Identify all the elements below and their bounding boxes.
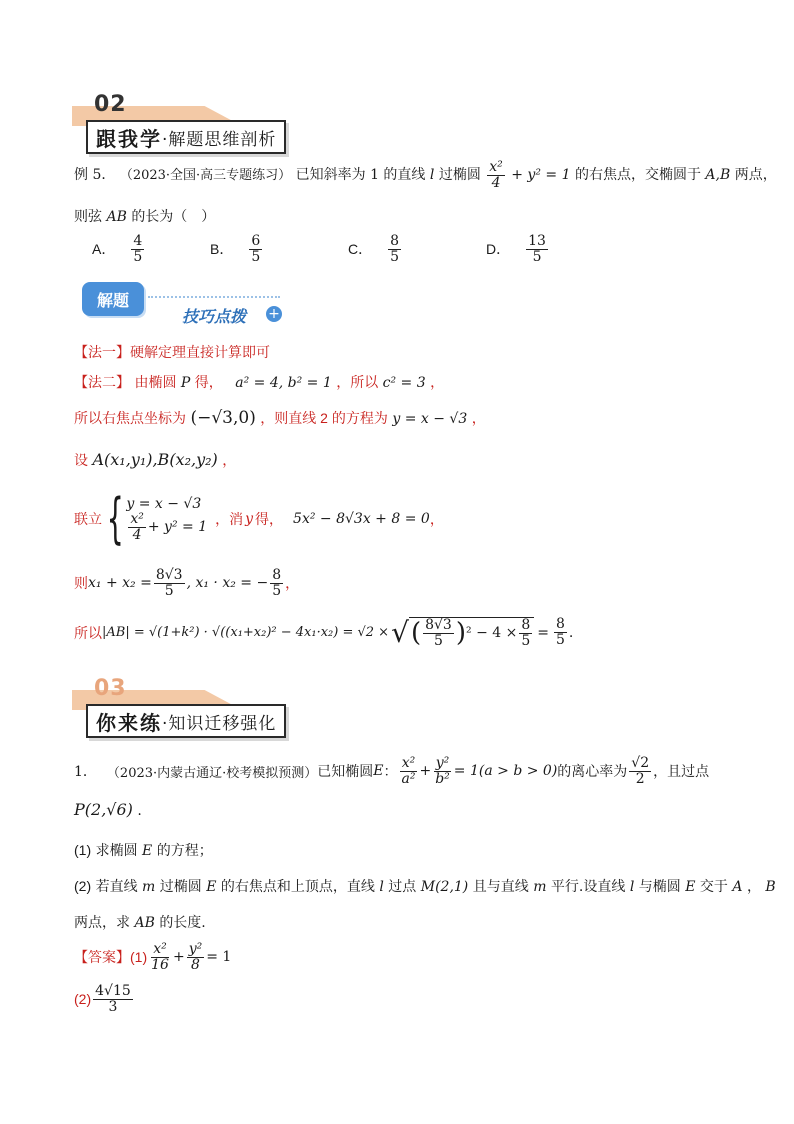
practice-source: （2023·内蒙古通辽·校考模拟预测） (106, 765, 318, 781)
q1-text: 的方程； (156, 843, 213, 859)
practice-text: ： (383, 764, 398, 781)
option-fraction (526, 234, 548, 264)
section-02-banner (72, 92, 312, 154)
answer-y-fraction (187, 942, 205, 972)
q2-text: 的右焦点和上顶点，直线 (220, 879, 375, 895)
set-points-line (74, 450, 236, 470)
option-num: 13 (528, 233, 546, 249)
vieta-line (74, 568, 299, 598)
focus-text: 所以右焦点坐标为 (74, 410, 186, 426)
vieta-label: 则 (74, 575, 88, 592)
elim-text: 得， (255, 511, 284, 527)
section-title-bold: 跟我学 (96, 126, 162, 151)
var-e: E (206, 879, 217, 895)
point-p: P(2,√6) (74, 800, 133, 819)
var-l: l (379, 879, 384, 895)
length-tail: . (568, 624, 574, 641)
option-fraction (249, 234, 262, 264)
ellipse-y-fraction (433, 756, 452, 786)
frac-num: x² (401, 755, 416, 771)
set-points: A(x₁,y₁),B(x₂,y₂) (92, 450, 218, 469)
example-text: 过椭圆 (438, 167, 481, 184)
option-a[interactable] (92, 234, 146, 264)
method2-text: 由椭圆 (134, 374, 177, 390)
focus-line (74, 408, 486, 428)
option-den: 5 (532, 248, 542, 265)
q2-text: 交于 (699, 879, 728, 895)
ellipse-den: 4 (491, 174, 501, 191)
length-inner-fraction (423, 618, 454, 648)
q2-text: 过椭圆 (159, 879, 202, 895)
option-fraction (388, 234, 401, 264)
sqrt-radical-icon: √ (391, 616, 409, 649)
option-num: 8 (390, 233, 400, 249)
length-radicand (409, 617, 534, 648)
paren-close: ) (455, 618, 466, 648)
answer-tag: 【答案】 (74, 949, 130, 966)
question-1 (74, 840, 213, 860)
var-l: l (629, 879, 635, 895)
tips-text: 技巧点拨 (182, 307, 247, 326)
section-title-bold: 你来练 (96, 710, 162, 735)
frac-den: 5 (434, 632, 443, 649)
practice-text: ，且过点 (653, 764, 710, 781)
var-p: P (180, 375, 191, 391)
practice-text: 的离心率为 (557, 764, 628, 781)
tips-dotted-line (148, 296, 280, 298)
length-formula: |AB| = √(1+k²) · √((x₁+x₂)² − 4x₁·x₂) = √2 × (102, 625, 390, 640)
example-text: 的长为（ ） (131, 209, 216, 225)
length-result-fraction (554, 617, 567, 647)
method2-tag: 【法二】 (74, 374, 130, 390)
ellipse-fraction (487, 160, 505, 190)
var-l: l (429, 167, 435, 184)
focus-text: ， (471, 410, 486, 426)
frac-den: a² (401, 770, 416, 787)
focus-text: ，则直线 2 的方程为 (260, 410, 388, 426)
section-title-rest: ·解题思维剖析 (162, 129, 277, 150)
system-eq1: y = x − √3 (126, 495, 202, 512)
option-d[interactable] (486, 234, 550, 264)
q2-text: 与椭圆 (638, 879, 681, 895)
frac-den: 3 (108, 998, 118, 1015)
vieta-sum-fraction (154, 568, 185, 598)
frac-num: y² (435, 755, 450, 771)
segment-ab: AB (134, 915, 155, 931)
q1-text: 求椭圆 (95, 843, 138, 859)
option-den: 5 (251, 248, 261, 265)
option-label: C． (348, 241, 373, 258)
option-c[interactable] (348, 234, 403, 264)
answer-2-fraction (93, 984, 133, 1014)
system-eq2-fraction (128, 512, 146, 542)
option-den: 5 (390, 248, 400, 265)
option-num: 6 (251, 233, 261, 249)
question-2-line2 (74, 912, 206, 932)
point-m: M(2,1) (420, 879, 469, 895)
option-fraction (131, 234, 144, 264)
option-label: A． (92, 241, 116, 258)
frac-den: 5 (556, 632, 565, 648)
q1-label: (1) (74, 842, 92, 858)
vieta-tail: ， (285, 575, 300, 592)
length-label: 所以 (74, 624, 102, 641)
section-title-rest: ·知识迁移强化 (162, 713, 277, 734)
system-line (74, 487, 444, 550)
length-line (74, 616, 573, 649)
ellipse-tail: + y² = 1 (511, 167, 571, 184)
frac-num: y² (188, 941, 203, 957)
practice-text: . (137, 803, 142, 819)
example-text: 的右焦点，交椭圆于 (574, 167, 701, 184)
elim-text: ， (429, 511, 444, 527)
q2-text: 且与直线 (472, 879, 529, 895)
section-number: 02 (94, 92, 127, 117)
section-title-box (86, 704, 286, 738)
method1: 【法一】硬解定理直接计算即可 (74, 344, 270, 360)
option-label: D． (486, 241, 511, 258)
length-equals: = (537, 624, 549, 641)
method2-text: ， (430, 374, 445, 390)
tips-banner (82, 282, 302, 328)
q2-text: 两点，求 (74, 915, 130, 931)
brace-icon: { (106, 487, 124, 550)
section-title-box (86, 120, 286, 154)
ellipse-condition: = 1(a > b > 0) (453, 763, 558, 780)
line-equation: y = x − √3 (392, 411, 468, 427)
var-e: E (685, 879, 696, 895)
q2-label: (2) (74, 878, 92, 894)
system-eq2-tail: + y² = 1 (147, 519, 208, 535)
answer-1 (74, 942, 231, 972)
vieta-prod-fraction (270, 568, 283, 598)
elim-text: ，消 (215, 511, 244, 527)
frac-num: x² (153, 941, 167, 957)
frac-den: 5 (521, 632, 531, 649)
q2-text: 平行.设直线 (550, 879, 626, 895)
answer-1-label: (1) (130, 949, 148, 966)
system-equations (126, 496, 207, 542)
ab-values: a² = 4, b² = 1 (235, 375, 332, 391)
answer-2-label: (2) (74, 991, 92, 1008)
var-e: E (373, 763, 384, 780)
plus-sign: + (419, 763, 432, 780)
chord-ab: AB (106, 209, 127, 225)
example-text: 则弦 (74, 209, 102, 225)
example-source: （2023·全国·高三专题练习） (119, 168, 292, 184)
answer-2 (74, 984, 135, 1014)
answer-x-fraction (149, 942, 171, 972)
var-b: B (765, 879, 776, 895)
system-label: 联立 (74, 511, 102, 527)
practice-text: 已知椭圆 (317, 764, 374, 781)
example-text: 两点， (734, 167, 777, 184)
set-text: ， (222, 452, 237, 468)
tips-badge: 解题 (82, 282, 144, 316)
method2 (74, 372, 444, 392)
var-m: m (142, 879, 156, 895)
method2-text: ，所以 (336, 374, 379, 390)
option-den: 5 (133, 248, 143, 265)
example-stem-line2 (74, 206, 215, 226)
var-e: E (142, 843, 153, 859)
var-m: m (533, 879, 547, 895)
ellipse-num: x² (489, 159, 503, 175)
vieta-sum: x₁ + x₂ = (88, 575, 152, 592)
section-03-banner (72, 676, 312, 738)
frac-num: 8√3 (425, 616, 452, 633)
paren-open: ( (410, 618, 422, 648)
frac-num: 4√15 (95, 983, 131, 999)
practice-number: 1． (74, 764, 97, 781)
q2-text: 过点 (388, 879, 417, 895)
q2-text: ， (746, 879, 761, 895)
example-stem-line1 (74, 160, 777, 190)
length-mid-fraction (519, 618, 532, 648)
set-text: 设 (74, 452, 88, 468)
frac-den: b² (435, 770, 450, 787)
method2-text: 得， (194, 374, 223, 390)
frac-den: 5 (164, 582, 174, 599)
option-b[interactable] (210, 234, 264, 264)
frac-num: 8 (521, 616, 531, 633)
q2-text: 的长度. (159, 915, 206, 931)
q2-text: 若直线 (95, 879, 138, 895)
plus-sign: + (172, 949, 185, 966)
example-label: 例 5． (74, 167, 116, 184)
quadratic-equation: 5x² − 8√3x + 8 = 0 (293, 511, 430, 527)
frac-num: x² (130, 510, 144, 527)
example-text: 已知斜率为 1 的直线 (295, 167, 426, 184)
vieta-product: , x₁ · x₂ = − (186, 575, 269, 592)
section-number: 03 (94, 676, 127, 701)
c-value: c² = 3 (382, 375, 426, 391)
practice-stem-line1 (74, 756, 709, 786)
points-ab: A,B (705, 167, 731, 184)
frac-den: 2 (635, 770, 645, 787)
elim-var: y (245, 511, 254, 527)
frac-num: 8 (272, 567, 282, 583)
frac-den: 8 (190, 956, 200, 973)
frac-den: 16 (151, 956, 169, 973)
answer-1-tail: = 1 (206, 949, 232, 966)
option-num: 4 (133, 233, 143, 249)
frac-den: 4 (132, 526, 142, 543)
focus-point: (−√3,0) (190, 408, 256, 428)
eccentricity-fraction (629, 756, 651, 786)
ellipse-x-fraction (400, 756, 418, 786)
plus-icon: + (266, 306, 282, 322)
system-eq2 (126, 512, 207, 542)
question-2-line1 (74, 876, 776, 896)
practice-stem-line2 (74, 800, 142, 819)
frac-den: 5 (272, 582, 282, 599)
frac-num: √2 (631, 755, 650, 771)
frac-num: 8√3 (155, 567, 183, 583)
length-mid: ² − 4 × (466, 625, 518, 641)
option-label: B． (210, 241, 234, 258)
frac-num: 8 (556, 616, 565, 633)
var-a: A (732, 879, 743, 895)
